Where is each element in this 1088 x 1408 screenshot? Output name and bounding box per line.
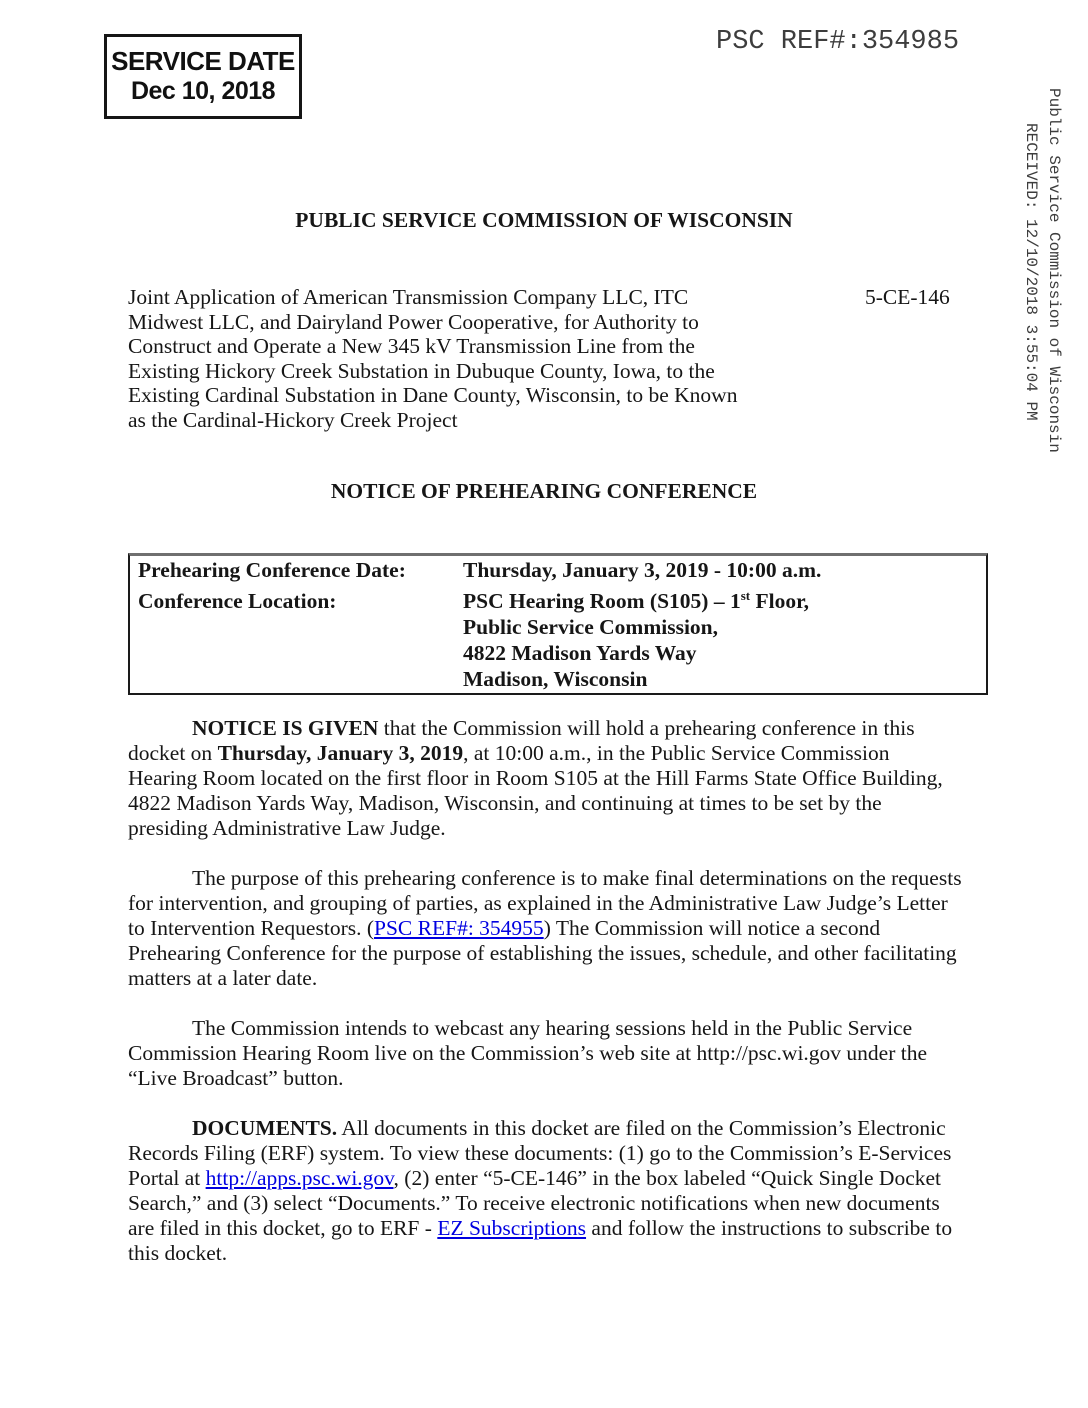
- paragraph-documents: DOCUMENTS. All documents in this docket are filed on the Commission’s Electronic Records Filing (ERF) system. To view these documents: (1) go to the Commission’s E-Services Portal at http://apps.psc.wi.gov, (2) enter “5-CE-146” in the box labeled “Quick Single Docket Search,” and (3) select “Documents.” To receive electronic notifications when new documents are filed in this docket, go to ERF - EZ Subscriptions and follow the instructions to subscribe to this docket.: [128, 1116, 953, 1265]
- ordinal-suffix: st: [740, 587, 751, 603]
- margin-note-received-timestamp: RECEIVED: 12/10/2018 3:55:04 PM: [1022, 123, 1040, 421]
- prehearing-date-label: Prehearing Conference Date:: [138, 558, 406, 582]
- notice-title: NOTICE OF PREHEARING CONFERENCE: [330, 479, 758, 503]
- location-line-1: PSC Hearing Room (S105) – 1st Floor,: [463, 587, 810, 613]
- caption-line: Joint Application of American Transmission Company LLC, ITC: [128, 285, 689, 309]
- service-date-label: SERVICE DATE: [111, 46, 295, 77]
- commission-title: PUBLIC SERVICE COMMISSION OF WISCONSIN: [295, 208, 793, 232]
- documents-bold: DOCUMENTS.: [192, 1116, 338, 1140]
- table-row-location: [138, 588, 980, 692]
- caption-line: Existing Hickory Creek Substation in Dubuque County, Iowa, to the: [128, 358, 715, 383]
- location-line-3: 4822 Madison Yards Way: [463, 641, 697, 665]
- table-row-date: [138, 558, 980, 583]
- service-date-stamp: [104, 34, 302, 119]
- docket-number: 5-CE-146: [865, 285, 950, 309]
- eservices-portal-link[interactable]: http://apps.psc.wi.gov: [205, 1166, 394, 1190]
- location-line-4: Madison, Wisconsin: [463, 667, 648, 691]
- location-line-2: Public Service Commission,: [463, 615, 718, 639]
- conference-date-bold: Thursday, January 3, 2019: [217, 741, 464, 765]
- caption-line: Midwest LLC, and Dairyland Power Cooperative, for Authority to: [128, 309, 699, 334]
- prehearing-date-value: Thursday, January 3, 2019 - 10:00 a.m.: [463, 558, 822, 582]
- margin-note-org: Public Service Commission of Wisconsin: [1045, 88, 1063, 453]
- service-date-value: Dec 10, 2018: [130, 77, 276, 106]
- psc-ref-354955-link[interactable]: PSC REF#: 354955: [374, 916, 544, 940]
- paragraph-webcast: The Commission intends to webcast any hearing sessions held in the Public Service Commission Hearing Room live on the Commission’s web site at http://psc.wi.gov under the “Live Broadcast” button.: [128, 1016, 928, 1090]
- caption-line: as the Cardinal-Hickory Creek Project: [128, 407, 458, 432]
- ez-subscriptions-link[interactable]: EZ Subscriptions: [437, 1216, 587, 1240]
- paragraph-notice-given: NOTICE IS GIVEN that the Commission will hold a prehearing conference in this docket on Thursday, January 3, 2019, at 10:00 a.m., in the Public Service Commission Hearing Room located on the first floor in Room S105 at the Hill Farms State Office Building, 4822 Madison Yards Way, Madison, Wisconsin, and continuing at times to be set by the presiding Administrative Law Judge.: [128, 716, 943, 840]
- case-caption: [128, 285, 737, 433]
- conference-info-table: [128, 553, 988, 695]
- caption-line: Existing Cardinal Substation in Dane County, Wisconsin, to be Known: [128, 383, 738, 408]
- paragraph-purpose: The purpose of this prehearing conference is to make final determinations on the requests for intervention, and grouping of parties, as explained in the Administrative Law Judge’s Letter to Intervention Requestors. (PSC REF#: 354955) The Commission will notice a second Prehearing Conference for the purpose of establishing the issues, schedule, and other facilitating matters at a later date.: [128, 866, 962, 990]
- body-text: [128, 716, 964, 1291]
- notice-given-bold: NOTICE IS GIVEN: [192, 716, 379, 740]
- caption-line: Construct and Operate a New 345 kV Transmission Line from the: [128, 334, 695, 359]
- conference-location-value: [463, 588, 980, 692]
- conference-location-label: Conference Location:: [138, 589, 337, 613]
- psc-ref-number: PSC REF#:354985: [716, 27, 960, 57]
